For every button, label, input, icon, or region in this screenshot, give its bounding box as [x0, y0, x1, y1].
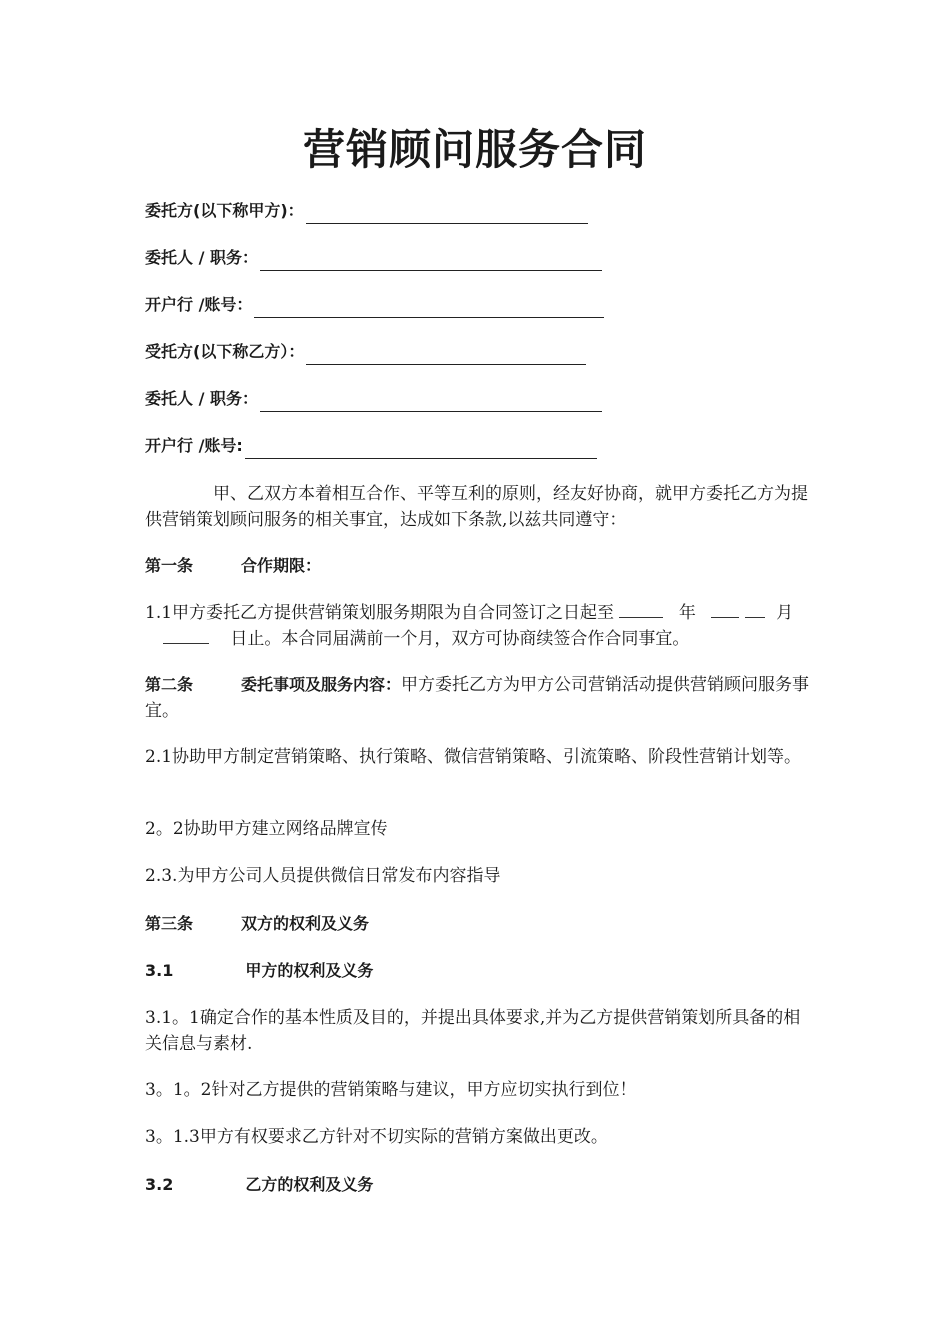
client-agent-field — [145, 245, 602, 271]
year-blank[interactable] — [619, 601, 663, 618]
article-2-title: 委托事项及服务内容： — [241, 675, 402, 694]
article-3-heading — [145, 911, 810, 937]
client-bank-blank[interactable] — [254, 295, 604, 318]
clause-2-2: 2。2协助甲方建立网络品牌宣传 — [145, 819, 388, 839]
provider-bank-blank[interactable] — [245, 436, 597, 459]
section-3-2-heading — [145, 1172, 810, 1198]
article-2-text: 甲方委托乙方为甲方公司营销活动提供营销顾问服务事宜。 — [145, 675, 810, 721]
client-party-blank[interactable] — [306, 201, 588, 224]
article-3-title: 双方的权利及义务 — [241, 914, 370, 933]
provider-party-label: 受托方(以下称乙方）： — [145, 342, 305, 361]
intro-paragraph: 甲、乙双方本着相互合作、平等互利的原则，经友好协商，就甲方委托乙方为提供营销策划顾问服务的相关事宜，达成如下条款,以兹共同遵守： — [145, 484, 808, 530]
article-3-number: 第三条 — [145, 914, 194, 933]
provider-party-field — [145, 339, 586, 365]
client-bank-label: 开户行 /账号： — [145, 295, 253, 314]
provider-bank-field — [145, 433, 597, 459]
provider-agent-field — [145, 386, 602, 412]
provider-party-blank[interactable] — [306, 342, 586, 365]
year-label: 年 — [678, 603, 696, 623]
month-blank-b[interactable] — [745, 601, 765, 618]
article-1-title: 合作期限： — [241, 556, 322, 575]
clause-1-1-text: 1.1甲方委托乙方提供营销策划服务期限为自合同签订之日起至 — [145, 603, 615, 623]
article-2-heading — [145, 672, 810, 724]
clause-3-1-3: 3。1.3甲方有权要求乙方针对不切实际的营销方案做出更改。 — [145, 1127, 608, 1147]
section-3-1-number: 3.1 — [145, 961, 174, 980]
day-blank[interactable] — [163, 627, 209, 644]
article-1-heading — [145, 553, 810, 579]
month-blank-a[interactable] — [711, 601, 739, 618]
month-label: 月 — [776, 603, 794, 623]
clause-2-1: 2.1协助甲方制定营销策略、执行策略、微信营销策略、引流策略、阶段性营销计划等。 — [145, 747, 802, 767]
article-2-number: 第二条 — [145, 675, 194, 694]
clause-3-1-1: 3.1。1确定合作的基本性质及目的，并提出具体要求,并为乙方提供营销策划所具备的相关信息与素材. — [145, 1008, 801, 1054]
section-3-1-title: 甲方的权利及义务 — [245, 961, 374, 980]
client-party-field — [145, 198, 588, 224]
client-agent-blank[interactable] — [260, 248, 602, 271]
provider-bank-label: 开户行 /账号: — [145, 436, 243, 455]
provider-agent-label: 委托人 / 职务： — [145, 389, 258, 408]
clause-1-1-end: 日止。本合同届满前一个月，双方可协商续签合作合同事宜。 — [230, 629, 690, 649]
client-bank-field — [145, 292, 604, 318]
section-3-2-title: 乙方的权利及义务 — [245, 1175, 374, 1194]
clause-1-1 — [145, 600, 810, 652]
section-3-2-number: 3.2 — [145, 1175, 174, 1194]
article-1-number: 第一条 — [145, 556, 194, 575]
section-3-1-heading — [145, 958, 810, 984]
client-party-label: 委托方(以下称甲方)： — [145, 201, 304, 220]
provider-agent-blank[interactable] — [260, 389, 602, 412]
client-agent-label: 委托人 / 职务： — [145, 248, 258, 267]
document-title: 营销顾问服务合同 — [302, 125, 647, 174]
clause-2-3: 2.3.为甲方公司人员提供微信日常发布内容指导 — [145, 866, 501, 886]
clause-3-1-2: 3。1。2针对乙方提供的营销策略与建议，甲方应切实执行到位！ — [145, 1080, 637, 1100]
